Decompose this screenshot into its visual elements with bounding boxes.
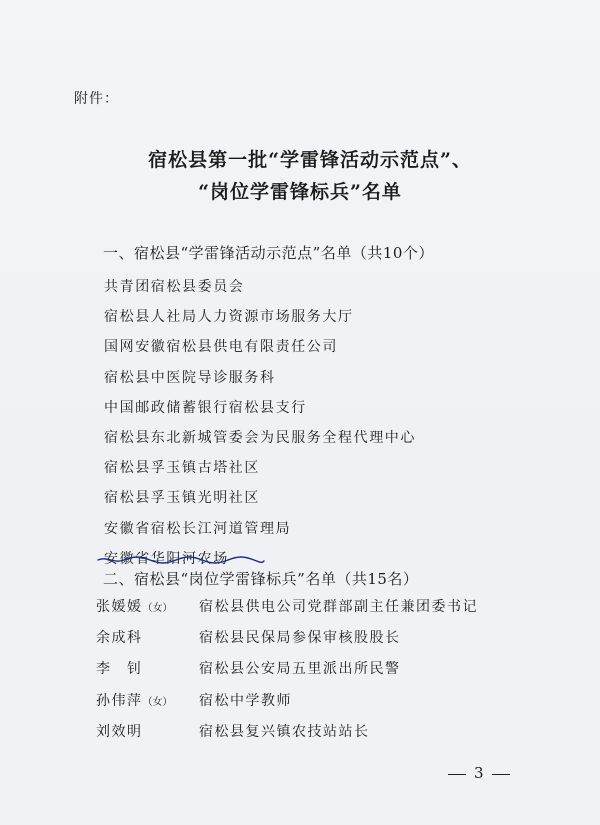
person-title: 宿松县民保局参保审核股股长 bbox=[199, 630, 401, 647]
page-number-value: 3 bbox=[474, 764, 484, 782]
attachment-label: 附件： bbox=[74, 91, 119, 107]
list-item: 国网安徽宿松县供电有限责任公司 bbox=[104, 339, 338, 356]
person-name: 余成科 bbox=[96, 630, 143, 647]
document-title-line-2: “岗位学雷锋标兵”名单 bbox=[198, 181, 402, 203]
person-gender: （女） bbox=[142, 696, 173, 708]
page-number bbox=[440, 764, 518, 782]
list-item: 安徽省华阳河农场 bbox=[104, 550, 229, 567]
demonstration-site-list bbox=[104, 272, 416, 574]
list-item: 宿松县东北新城管委会为民服务全程代理中心 bbox=[104, 429, 416, 446]
section-2-heading: 二、宿松县“岗位学雷锋标兵”名单（共15名） bbox=[103, 570, 419, 588]
person-name: 孙伟萍 bbox=[96, 692, 143, 709]
person-row bbox=[96, 654, 401, 685]
person-name-cell bbox=[96, 717, 188, 749]
person-name: 李 钊 bbox=[96, 661, 143, 678]
list-item: 安徽省宿松长江河道管理局 bbox=[104, 520, 292, 537]
person-name-cell bbox=[96, 623, 188, 655]
person-title: 宿松县复兴镇农技站站长 bbox=[199, 723, 370, 740]
list-item: 中国邮政储蓄银行宿松县支行 bbox=[104, 399, 307, 416]
page-number-dash-right bbox=[492, 774, 510, 775]
person-row bbox=[96, 686, 292, 717]
person-row bbox=[96, 592, 478, 623]
person-row bbox=[96, 717, 370, 748]
person-name-cell bbox=[96, 686, 188, 718]
list-item: 宿松县孚玉镇古塔社区 bbox=[104, 460, 260, 477]
person-name-cell bbox=[96, 592, 188, 624]
person-name: 刘效明 bbox=[96, 723, 143, 740]
model-worker-list bbox=[96, 592, 478, 748]
document-title-line-1: 宿松县第一批“学雷锋活动示范点”、 bbox=[148, 149, 472, 171]
person-name-cell bbox=[96, 654, 188, 686]
person-title: 宿松县供电公司党群部副主任兼团委书记 bbox=[199, 599, 478, 615]
list-item: 共青团宿松县委员会 bbox=[104, 279, 245, 295]
person-title: 宿松中学教师 bbox=[199, 692, 292, 709]
section-1-heading: 一、宿松县“学雷锋活动示范点”名单（共10个） bbox=[103, 244, 434, 262]
page-number-dash-left bbox=[448, 774, 466, 775]
person-gender: （女） bbox=[142, 603, 173, 614]
list-item: 宿松县中医院导诊服务科 bbox=[104, 369, 276, 386]
list-item: 宿松县孚玉镇光明社区 bbox=[104, 490, 260, 507]
person-name: 张媛媛 bbox=[96, 599, 143, 615]
list-item: 宿松县人社局人力资源市场服务大厅 bbox=[104, 309, 354, 326]
person-row bbox=[96, 623, 401, 654]
handwritten-wavy-underline bbox=[96, 553, 266, 567]
person-title: 宿松县公安局五里派出所民警 bbox=[199, 661, 401, 678]
